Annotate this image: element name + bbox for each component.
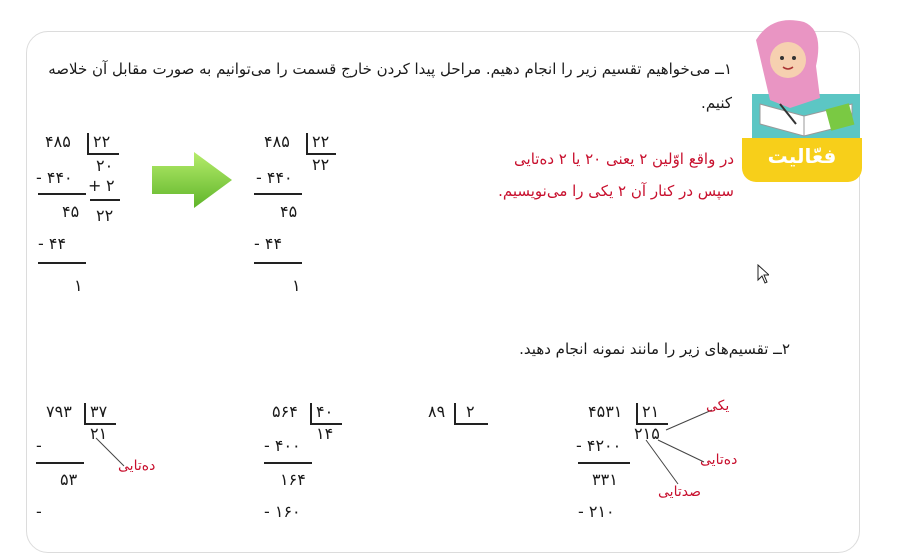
divisor: ۳۷ bbox=[90, 402, 108, 421]
subtract-2: - bbox=[36, 502, 43, 521]
divisor: ۴۰ bbox=[316, 402, 334, 421]
dividend: ۷۹۳ bbox=[46, 402, 72, 421]
dividend: ۵۶۴ bbox=[272, 402, 298, 421]
badge-label: فعّالیت bbox=[767, 144, 837, 168]
quotient: ۲۲ bbox=[312, 155, 330, 174]
subtract-1: - ۴۲۰۰ bbox=[576, 436, 622, 455]
divisor: ۲۲ bbox=[93, 132, 111, 151]
dividend: ۴۸۵ bbox=[45, 132, 71, 151]
ones-label: یکی bbox=[706, 398, 730, 414]
divisor: ۲ bbox=[466, 402, 475, 421]
quotient: ۲۱ bbox=[90, 424, 108, 443]
quotient: ۱۴ bbox=[316, 424, 334, 443]
note-line2: سپس در کنار آن ۲ یکی را می‌نویسیم. bbox=[498, 182, 734, 200]
note-line1: در واقع اوّلین ۲ یعنی ۲۰ یا ۲ ده‌تایی bbox=[514, 150, 734, 168]
worksheet-card bbox=[26, 31, 860, 553]
plus-sign: + bbox=[88, 176, 103, 195]
q2-text: ۲ــ تقسیم‌های زیر را مانند نمونه انجام دهید. bbox=[519, 340, 790, 358]
q1-text-line1: ۱ــ می‌خواهیم تقسیم زیر را انجام دهیم. مراحل پیدا کردن خارج قسمت را می‌توانیم به صورت مقابل آن خلاصه bbox=[48, 60, 732, 78]
subtract-1: - bbox=[36, 436, 43, 455]
mouse-cursor-icon bbox=[757, 264, 769, 284]
hundreds-label: صدتایی bbox=[658, 484, 701, 500]
quotient: ۲۱۵ bbox=[634, 424, 660, 443]
girl-reading-illustration bbox=[742, 20, 862, 140]
subtract-2: - ۲۱۰ bbox=[578, 502, 615, 521]
divisor: ۲۲ bbox=[312, 132, 330, 151]
quotient-ones: ۲ bbox=[106, 176, 115, 195]
dividend: ۴۵۳۱ bbox=[588, 402, 623, 421]
quotient-tens: ۲۰ bbox=[96, 156, 114, 175]
subtract-2: - ۴۴ bbox=[254, 234, 283, 253]
remainder-2: ۱ bbox=[74, 276, 83, 295]
tens-label: ده‌تایی bbox=[700, 452, 738, 468]
remainder-1: ۵۳ bbox=[60, 470, 78, 489]
dividend: ۸۹ bbox=[428, 402, 446, 421]
remainder-1: ۱۶۴ bbox=[280, 470, 306, 489]
q1-text-line2: کنیم. bbox=[701, 94, 732, 112]
divisor: ۲۱ bbox=[642, 402, 660, 421]
remainder-1: ۳۳۱ bbox=[592, 470, 618, 489]
remainder-1: ۴۵ bbox=[280, 202, 298, 221]
dividend: ۴۸۵ bbox=[264, 132, 290, 151]
subtract-2: - ۱۶۰ bbox=[264, 502, 301, 521]
subtract-2: - ۴۴ bbox=[38, 234, 67, 253]
remainder-1: ۴۵ bbox=[62, 202, 80, 221]
subtract-1: - ۴۴۰ bbox=[36, 168, 73, 187]
tens-label: ده‌تایی bbox=[118, 458, 156, 474]
arrow-right-icon bbox=[150, 152, 234, 208]
subtract-1: - ۴۴۰ bbox=[256, 168, 293, 187]
activity-badge bbox=[742, 20, 862, 182]
remainder-2: ۱ bbox=[292, 276, 301, 295]
subtract-1: - ۴۰۰ bbox=[264, 436, 301, 455]
quotient-total: ۲۲ bbox=[96, 206, 114, 225]
